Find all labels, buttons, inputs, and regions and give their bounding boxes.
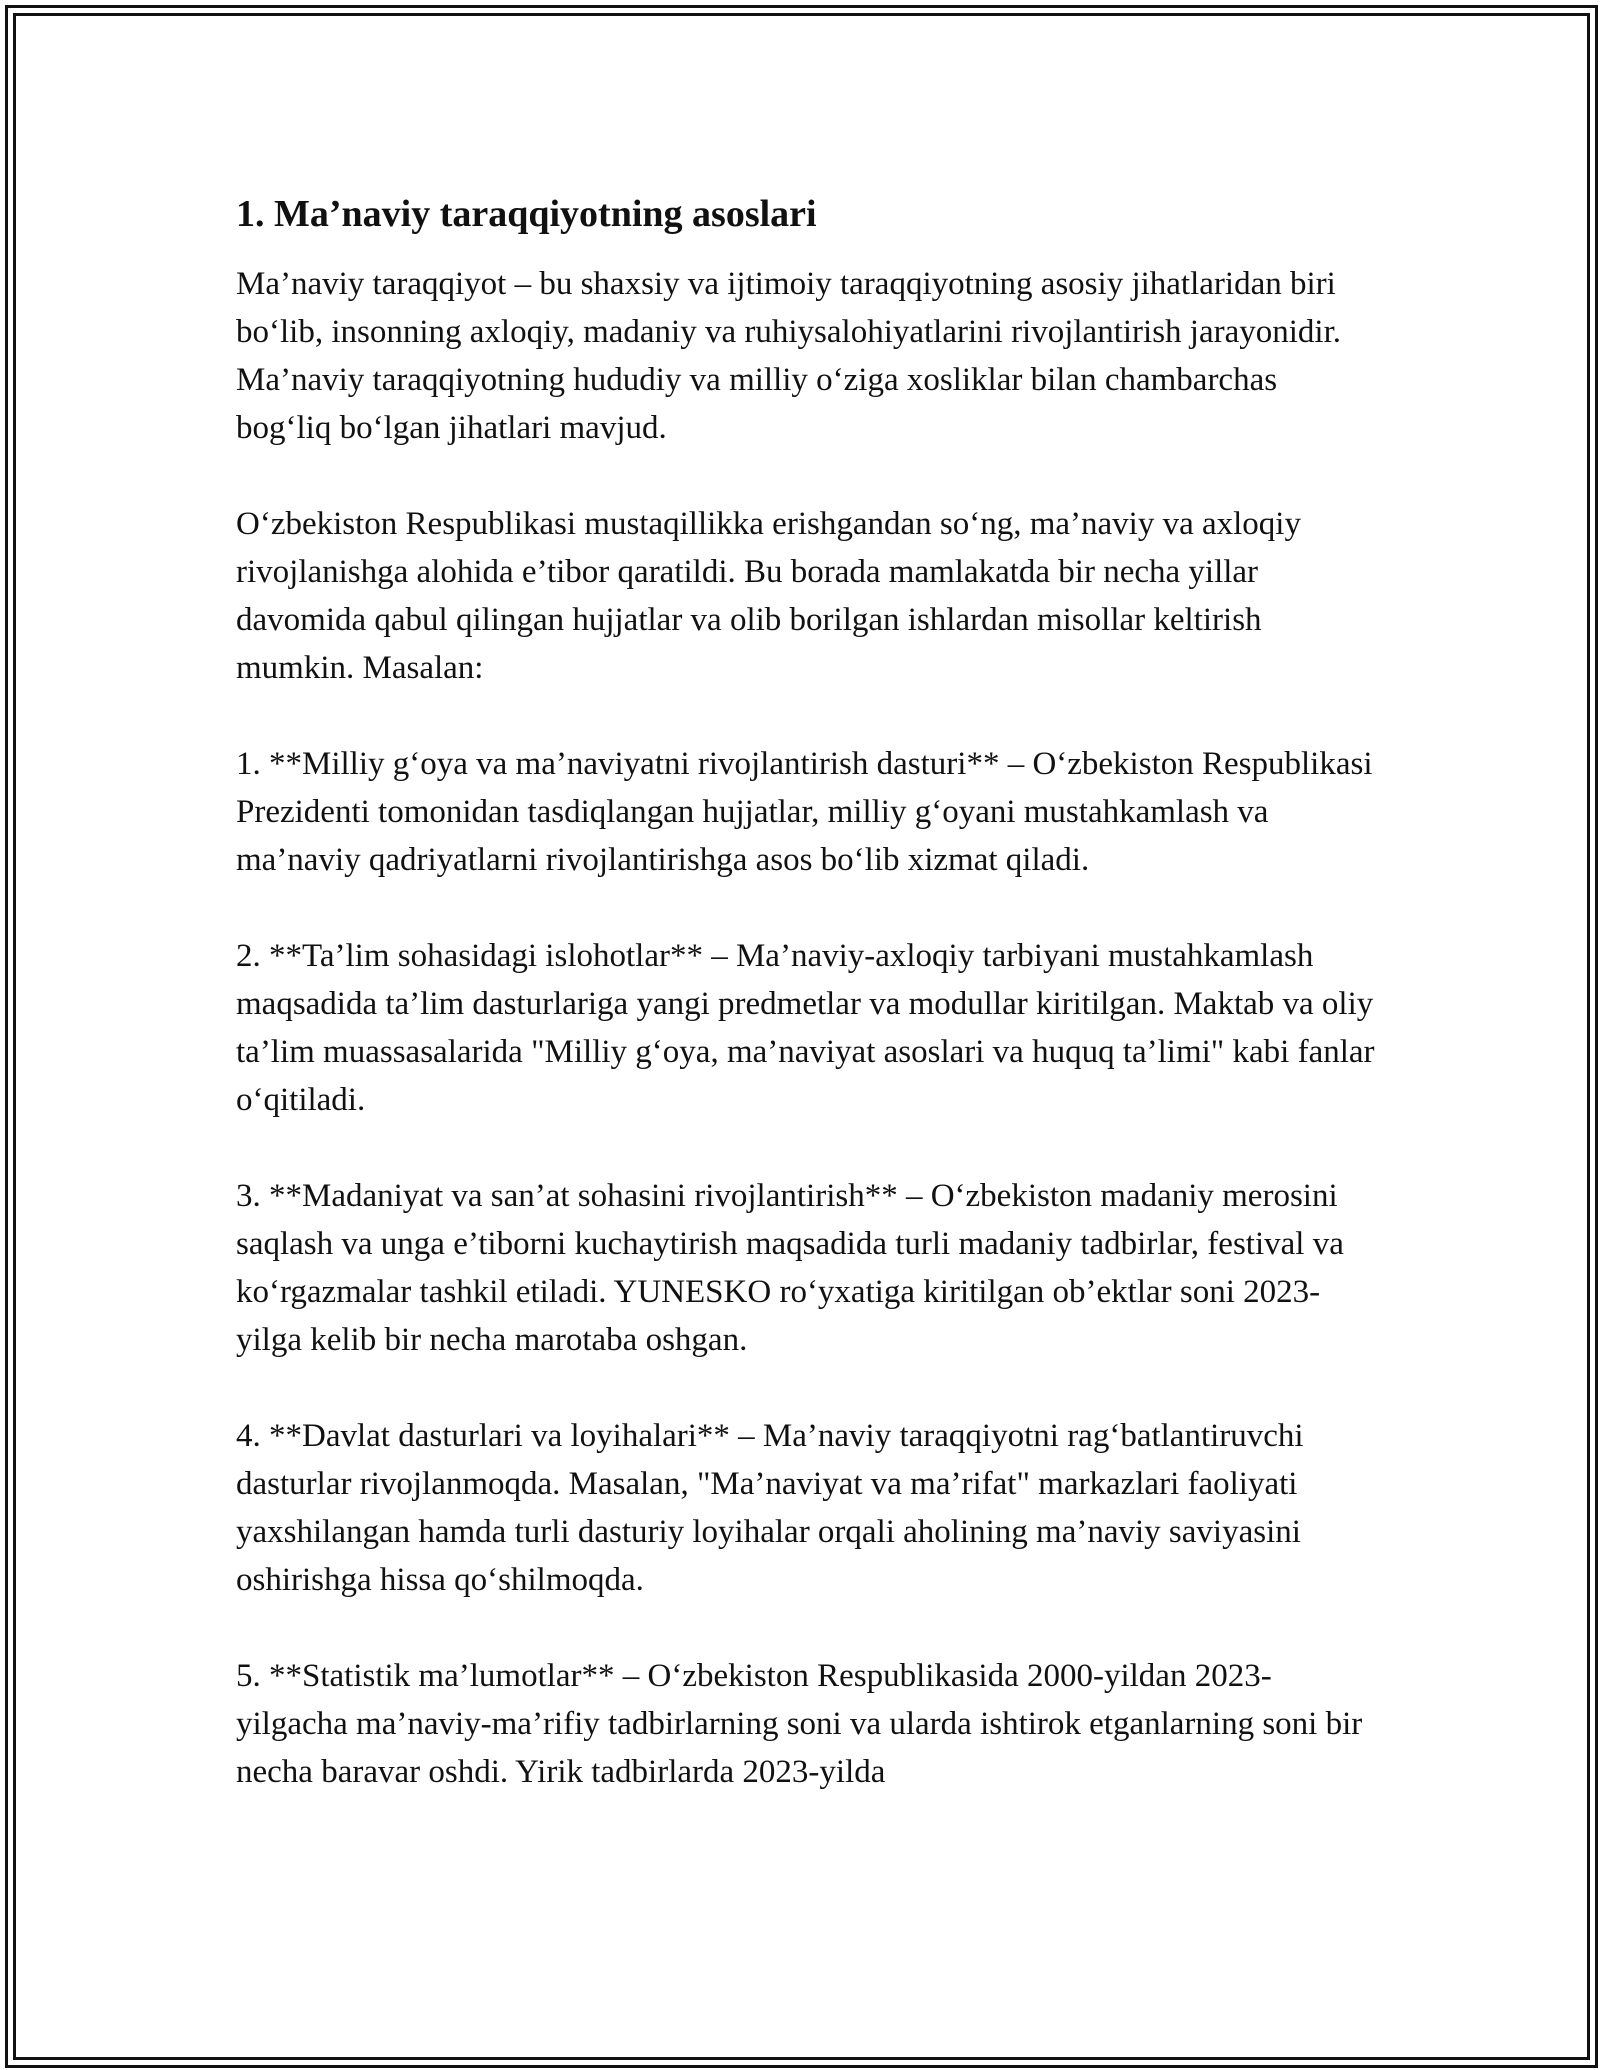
paragraph-context: O‘zbekiston Respublikasi mustaqillikka erishgandan so‘ng, ma’naviy va axloqiy rivojlanishga alohida e’tibor qaratildi. Bu borada mamlakatda bir necha yillar davomida qabul qilingan hujjatlar va olib borilgan ishlardan misollar keltirish mumkin. Masalan: [236,506,1301,686]
list-item-3: 3. **Madaniyat va san’at sohasini rivojlantirish** – O‘zbekiston madaniy merosini saqlash va unga e’tiborni kuchaytirish maqsadida turli madaniy tadbirlar, festival va ko‘rgazmalar tashkil etiladi. YUNESKO ro‘yxatiga kiritilgan ob’ektlar soni 2023-yilga kelib bir necha marotaba oshgan. [236,1178,1344,1358]
document-body [236,186,1376,1844]
list-item-2: 2. **Ta’lim sohasidagi islohotlar** – Ma’naviy-axloqiy tarbiyani mustahkamlash maqsadida ta’lim dasturlariga yangi predmetlar va modullar kiritilgan. Maktab va oliy ta’lim muassasalarida "Milliy g‘oya, ma’naviyat asoslari va huquq ta’limi" kabi fanlar o‘qitiladi. [236,938,1375,1118]
list-item-5: 5. **Statistik ma’lumotlar** – O‘zbekiston Respublikasida 2000-yildan 2023-yilgacha ma’naviy-ma’rifiy tadbirlarning soni va ularda ishtirok etganlarning soni bir necha baravar oshdi. Yirik tadbirlarda 2023-yilda [236,1658,1363,1790]
list-item-1: 1. **Milliy g‘oya va ma’naviyatni rivojlantirish dasturi** – O‘zbekiston Respublikasi Prezidenti tomonidan tasdiqlangan hujjatlar, milliy g‘oyani mustahkamlash va ma’naviy qadriyatlarni rivojlantirishga asos bo‘lib xizmat qiladi. [236,746,1373,878]
paragraph-intro: Ma’naviy taraqqiyot – bu shaxsiy va ijtimoiy taraqqiyotning asosiy jihatlaridan biri bo‘lib, insonning axloqiy, madaniy va ruhiysalohiyatlarini rivojlantirish jarayonidir. Ma’naviy taraqqiyotning hududiy va milliy o‘ziga xosliklar bilan chambarchas bog‘liq bo‘lgan jihatlari mavjud. [236,266,1342,446]
list-item-4: 4. **Davlat dasturlari va loyihalari** – Ma’naviy taraqqiyotni rag‘batlantiruvchi dasturlar rivojlanmoqda. Masalan, "Ma’naviyat va ma’rifat" markazlari faoliyati yaxshilangan hamda turli dasturiy loyihalar orqali aholining ma’naviy saviyasini oshirishga hissa qo‘shilmoqda. [236,1418,1304,1598]
section-title: 1. Ma’naviy taraqqiyotning asoslari [236,193,817,235]
